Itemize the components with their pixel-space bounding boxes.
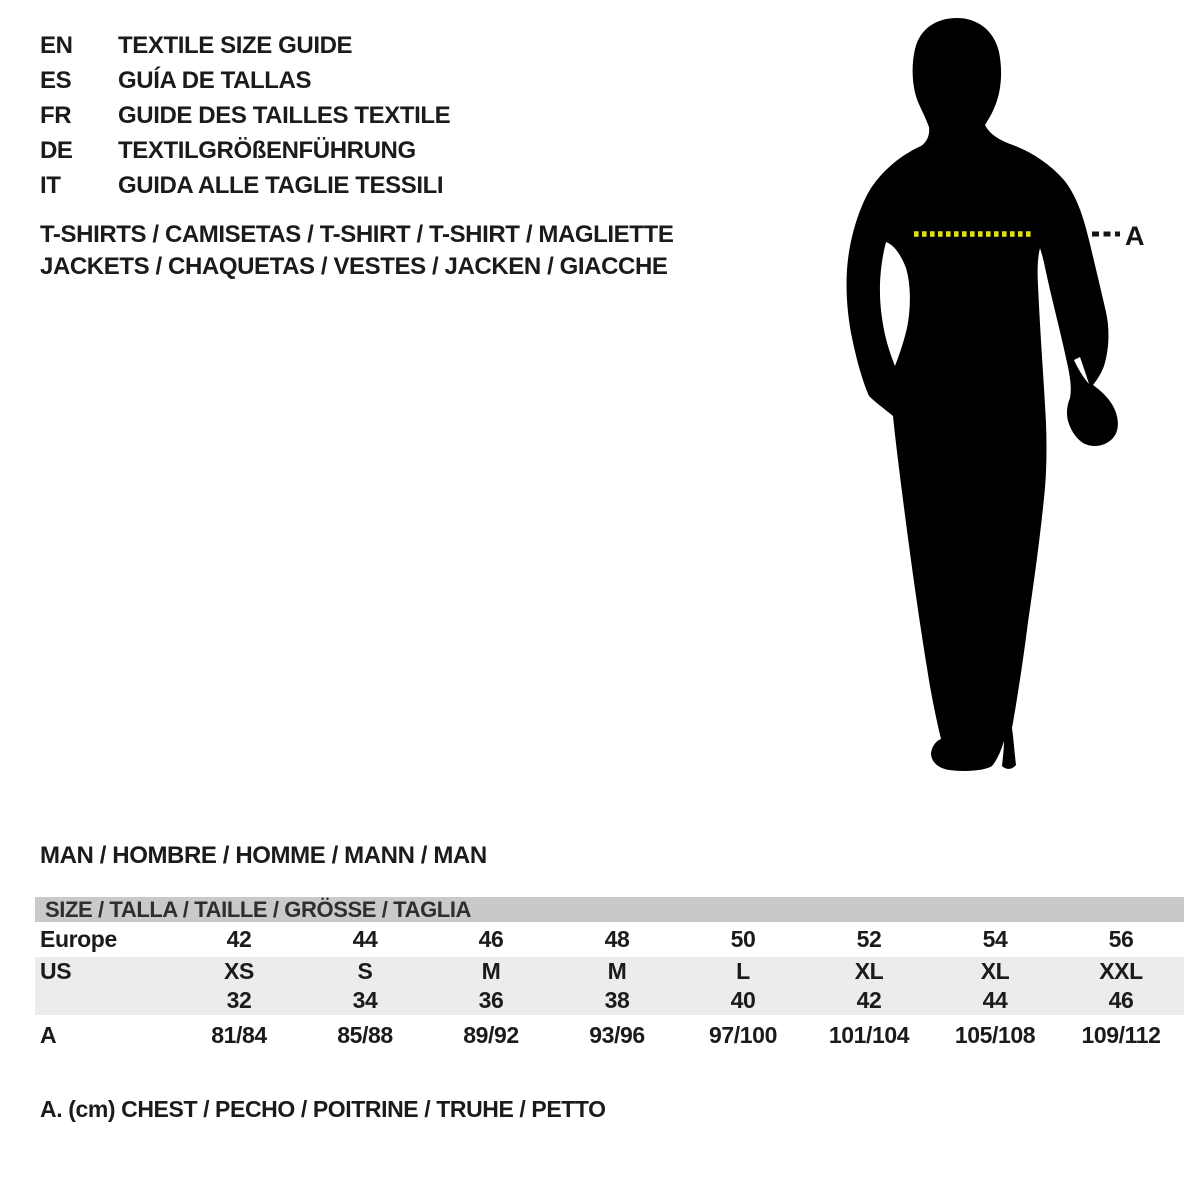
table-row-numeric (35, 986, 1184, 1015)
size-cell: 105/108 (954, 1022, 1036, 1048)
man-silhouette-figure (828, 10, 1162, 780)
language-label: GUIDE DES TAILLES TEXTILE (118, 101, 451, 129)
language-row (40, 133, 450, 168)
size-cell: S (357, 958, 373, 984)
size-cell: 56 (1108, 926, 1134, 952)
language-code: IT (40, 171, 61, 199)
language-row (40, 28, 450, 63)
row-label: A (40, 1022, 57, 1048)
size-cell: XXL (1099, 958, 1143, 984)
size-cell: 32 (226, 987, 252, 1013)
size-cell: XS (224, 958, 254, 984)
size-cell: XL (980, 958, 1010, 984)
size-cell: 44 (982, 987, 1008, 1013)
size-cell: 109/112 (1081, 1022, 1161, 1048)
man-body-shape (847, 18, 1118, 771)
language-label: GUIDA ALLE TAGLIE TESSILI (118, 171, 444, 199)
size-cell: 54 (982, 926, 1008, 952)
size-cell: 48 (604, 926, 630, 952)
size-cell: 89/92 (463, 1022, 519, 1048)
section-heading-man: MAN / HOMBRE / HOMME / MANN / MAN (40, 842, 487, 869)
row-label: US (40, 958, 72, 984)
table-row-us (35, 957, 1184, 986)
size-cell: 85/88 (337, 1022, 393, 1048)
language-label: TEXTILGRÖßENFÜHRUNG (118, 136, 416, 164)
language-code: DE (40, 136, 73, 164)
table-row-europe (35, 922, 1184, 957)
size-cell: 50 (730, 926, 756, 952)
size-cell: 34 (352, 987, 378, 1013)
table-header-label: SIZE / TALLA / TAILLE / GRÖSSE / TAGLIA (45, 896, 472, 922)
product-line-jackets: JACKETS / CHAQUETAS / VESTES / JACKEN / GIACCHE (40, 253, 668, 280)
table-header-bar (35, 897, 1184, 922)
language-row (40, 63, 450, 98)
size-cell: 36 (478, 987, 504, 1013)
size-cell: 42 (856, 987, 882, 1013)
size-cell: 44 (352, 926, 378, 952)
size-cell: M (607, 958, 627, 984)
size-cell: 93/96 (589, 1022, 645, 1048)
size-cell: XL (854, 958, 884, 984)
language-row (40, 168, 450, 203)
row-label: Europe (40, 926, 117, 952)
size-cell: 81/84 (211, 1022, 267, 1048)
language-code: EN (40, 31, 73, 59)
product-line-tshirts: T-SHIRTS / CAMISETAS / T-SHIRT / T-SHIRT / MAGLIETTE (40, 221, 674, 248)
language-code: ES (40, 66, 72, 94)
size-cell: 46 (1108, 987, 1134, 1013)
language-list (40, 28, 450, 203)
measure-label-a: A (1125, 221, 1145, 251)
size-table (35, 897, 1184, 1052)
size-cell: L (736, 958, 750, 984)
size-cell: 101/104 (828, 1022, 910, 1048)
size-cell: 46 (478, 926, 504, 952)
size-cell: 38 (604, 987, 630, 1013)
table-row-chest-cm (35, 1015, 1184, 1052)
size-cell: M (481, 958, 501, 984)
size-cell: 42 (226, 926, 252, 952)
size-cell: 97/100 (709, 1022, 777, 1048)
measurement-footnote: A. (cm) CHEST / PECHO / POITRINE / TRUHE / PETTO (40, 1096, 606, 1122)
language-row (40, 98, 450, 133)
language-code: FR (40, 101, 72, 129)
size-cell: 40 (730, 987, 756, 1013)
language-label: GUÍA DE TALLAS (118, 66, 312, 94)
product-categories (40, 219, 673, 283)
size-cell: 52 (856, 926, 882, 952)
language-label: TEXTILE SIZE GUIDE (118, 31, 353, 59)
